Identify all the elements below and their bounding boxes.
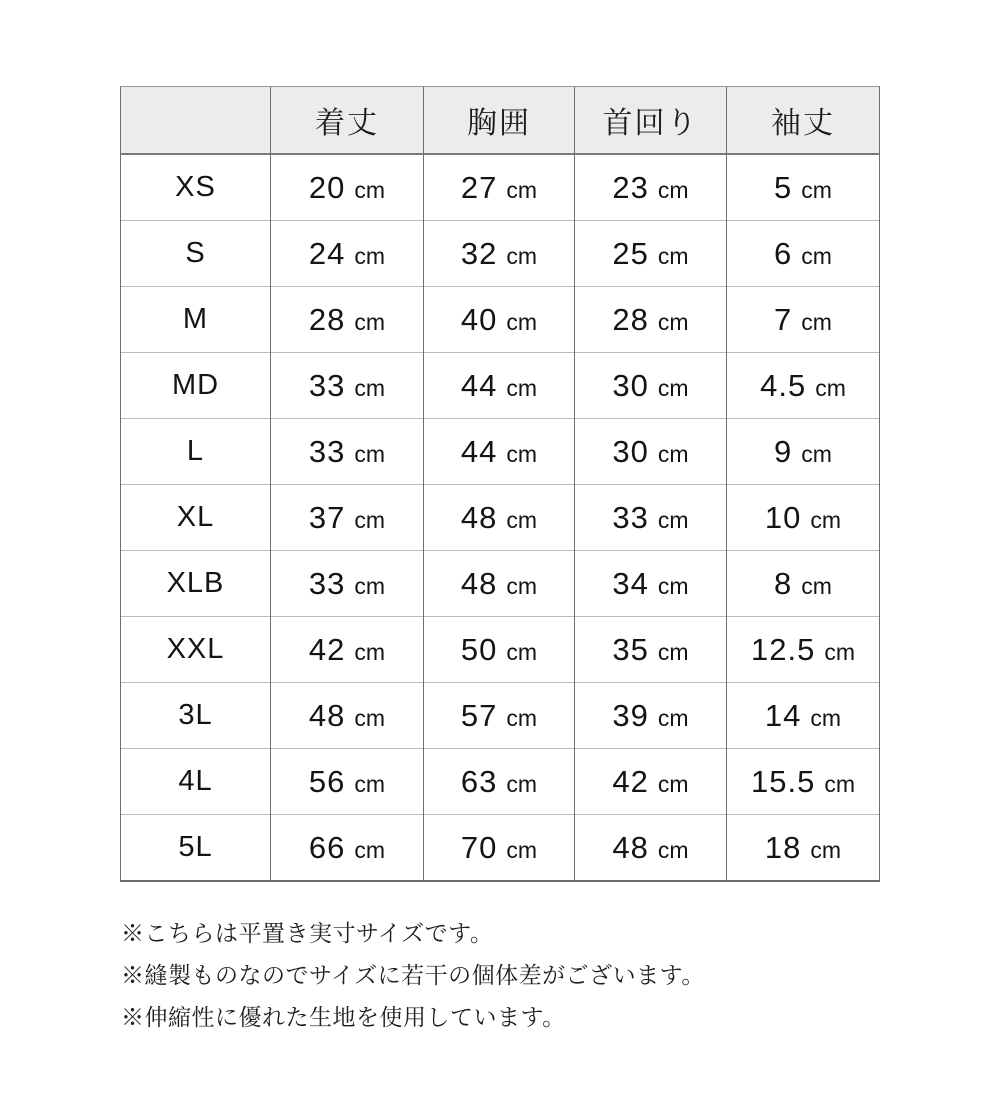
measurement-unit: cm [354,638,386,665]
measurement-unit: cm [824,770,855,797]
measurement-unit: cm [801,572,832,599]
measurement-unit: cm [801,242,832,269]
size-label-cell [121,683,271,749]
measurement-value: 5 [774,169,793,205]
measurement-unit: cm [810,506,842,533]
table-row [121,419,880,485]
table-row [121,749,880,815]
measurement-cell [575,551,727,617]
measurement-unit: cm [657,704,689,731]
measurement-value: 27 [460,169,498,205]
measurement-unit: cm [506,506,538,533]
measurement-unit: cm [657,440,689,467]
measurement-value: 33 [308,367,346,403]
measurement-unit: cm [657,836,689,863]
measurement-cell [575,683,727,749]
measurement-unit: cm [354,506,386,533]
measurement-cell [727,551,880,617]
measurement-unit: cm [657,572,689,599]
measurement-value: 32 [460,235,498,271]
measurement-unit: cm [506,572,538,599]
size-label: MD [171,369,220,401]
table-row [121,815,880,882]
measurement-cell [727,419,880,485]
size-label: XL [176,501,215,533]
size-label: L [186,435,205,467]
measurement-unit: cm [506,242,538,269]
size-label-cell [121,287,271,353]
measurement-unit: cm [354,374,386,401]
measurement-cell [424,154,575,221]
measurement-cell [424,683,575,749]
measurement-unit: cm [657,242,689,269]
measurement-unit: cm [506,836,538,863]
measurement-unit: cm [354,308,386,335]
measurement-value: 42 [612,763,649,799]
size-label-cell [121,419,271,485]
measurement-cell [424,353,575,419]
table-row [121,353,880,419]
measurement-unit: cm [810,704,842,731]
measurement-cell [271,419,424,485]
measurement-cell [575,749,727,815]
measurement-value: 7 [774,301,793,337]
measurement-value: 8 [774,565,793,601]
measurement-cell [424,221,575,287]
measurement-value: 25 [612,235,649,271]
size-label-cell [121,749,271,815]
table-row [121,287,880,353]
measurement-unit: cm [354,440,386,467]
note-line: ※こちらは平置き実寸サイズです。 [121,920,494,946]
measurement-unit: cm [506,440,538,467]
measurement-value: 23 [612,169,649,205]
measurement-value: 15.5 [750,763,816,799]
measurement-unit: cm [506,770,538,797]
table-row [121,485,880,551]
note-line: ※縫製ものなのでサイズに若干の個体差がございます。 [121,962,705,988]
measurement-cell [424,815,575,882]
measurement-unit: cm [810,836,842,863]
size-label-cell [121,551,271,617]
measurement-cell [424,485,575,551]
size-label-cell [121,154,271,221]
measurement-cell [575,353,727,419]
size-label-cell [121,221,271,287]
footnotes [121,921,705,1047]
measurement-unit: cm [657,770,689,797]
measurement-value: 18 [764,829,802,865]
measurement-unit: cm [354,770,386,797]
measurement-value: 10 [764,499,802,535]
measurement-cell [575,485,727,551]
measurement-value: 33 [308,433,346,469]
measurement-cell [271,485,424,551]
column-header-sleeve: 袖丈 [727,87,880,155]
size-label: XS [175,171,216,203]
measurement-value: 40 [460,301,498,337]
size-label: S [185,237,206,269]
measurement-unit: cm [506,638,538,665]
measurement-value: 57 [460,697,498,733]
measurement-cell [727,815,880,882]
column-header-neck: 首回り [575,87,727,155]
measurement-value: 30 [612,367,649,403]
size-label: XXL [166,633,225,665]
measurement-value: 48 [308,697,346,733]
measurement-value: 48 [612,829,649,865]
size-label-cell [121,353,271,419]
measurement-value: 44 [460,367,498,403]
measurement-unit: cm [506,374,538,401]
measurement-unit: cm [354,704,386,731]
measurement-unit: cm [506,176,538,203]
size-label-cell [121,617,271,683]
measurement-cell [575,221,727,287]
measurement-value: 63 [460,763,498,799]
measurement-value: 33 [612,499,649,535]
measurement-cell [727,485,880,551]
measurement-value: 48 [460,565,498,601]
measurement-cell [271,353,424,419]
measurement-value: 12.5 [750,631,816,667]
size-label: 4L [178,765,213,797]
size-label: XLB [166,567,225,599]
measurement-cell [424,551,575,617]
measurement-value: 66 [308,829,346,865]
measurement-unit: cm [801,308,832,335]
measurement-unit: cm [354,176,386,203]
measurement-value: 37 [308,499,346,535]
size-label: 3L [178,699,213,731]
measurement-unit: cm [506,308,538,335]
size-label: 5L [178,831,213,863]
measurement-value: 35 [612,631,649,667]
header-row [121,87,880,155]
table-row [121,221,880,287]
measurement-cell [271,617,424,683]
measurement-cell [727,617,880,683]
measurement-cell [727,154,880,221]
column-header-chest: 胸囲 [424,87,575,155]
measurement-value: 70 [460,829,498,865]
measurement-value: 30 [612,433,649,469]
measurement-cell [424,419,575,485]
measurement-unit: cm [801,440,832,467]
size-label-cell [121,815,271,882]
measurement-cell [575,419,727,485]
measurement-value: 34 [612,565,649,601]
measurement-value: 48 [460,499,498,535]
size-label: M [182,303,209,335]
note-line: ※伸縮性に優れた生地を使用しています。 [121,1004,566,1030]
column-header-body-length: 着丈 [271,87,424,155]
measurement-unit: cm [354,242,386,269]
measurement-cell [271,815,424,882]
measurement-value: 44 [460,433,498,469]
size-label-cell [121,485,271,551]
measurement-value: 20 [308,169,346,205]
measurement-cell [575,617,727,683]
measurement-value: 28 [308,301,346,337]
measurement-unit: cm [657,176,689,203]
measurement-cell [424,617,575,683]
measurement-unit: cm [354,572,386,599]
measurement-unit: cm [354,836,386,863]
size-chart [120,86,880,882]
table-row [121,683,880,749]
size-table [120,86,880,882]
measurement-value: 56 [308,763,346,799]
measurement-cell [575,815,727,882]
measurement-value: 24 [308,235,346,271]
measurement-cell [271,551,424,617]
measurement-value: 42 [308,631,346,667]
measurement-unit: cm [657,374,689,401]
measurement-cell [727,221,880,287]
measurement-cell [727,749,880,815]
measurement-cell [727,353,880,419]
table-row [121,551,880,617]
measurement-value: 33 [308,565,346,601]
measurement-cell [271,154,424,221]
measurement-value: 39 [612,697,649,733]
measurement-cell [575,287,727,353]
table-row [121,154,880,221]
measurement-cell [271,749,424,815]
measurement-value: 6 [774,235,793,271]
measurement-unit: cm [815,374,846,401]
measurement-cell [424,749,575,815]
measurement-cell [271,287,424,353]
measurement-unit: cm [506,704,538,731]
measurement-cell [727,287,880,353]
measurement-unit: cm [657,506,689,533]
measurement-value: 9 [774,433,793,469]
measurement-cell [271,683,424,749]
measurement-cell [271,221,424,287]
measurement-unit: cm [657,638,689,665]
measurement-unit: cm [801,176,832,203]
table-row [121,617,880,683]
measurement-value: 4.5 [760,367,807,403]
measurement-cell [575,154,727,221]
measurement-unit: cm [824,638,855,665]
measurement-value: 14 [764,697,802,733]
measurement-cell [727,683,880,749]
measurement-unit: cm [657,308,689,335]
measurement-cell [424,287,575,353]
measurement-value: 50 [460,631,498,667]
measurement-value: 28 [612,301,649,337]
column-header-size [121,87,271,155]
